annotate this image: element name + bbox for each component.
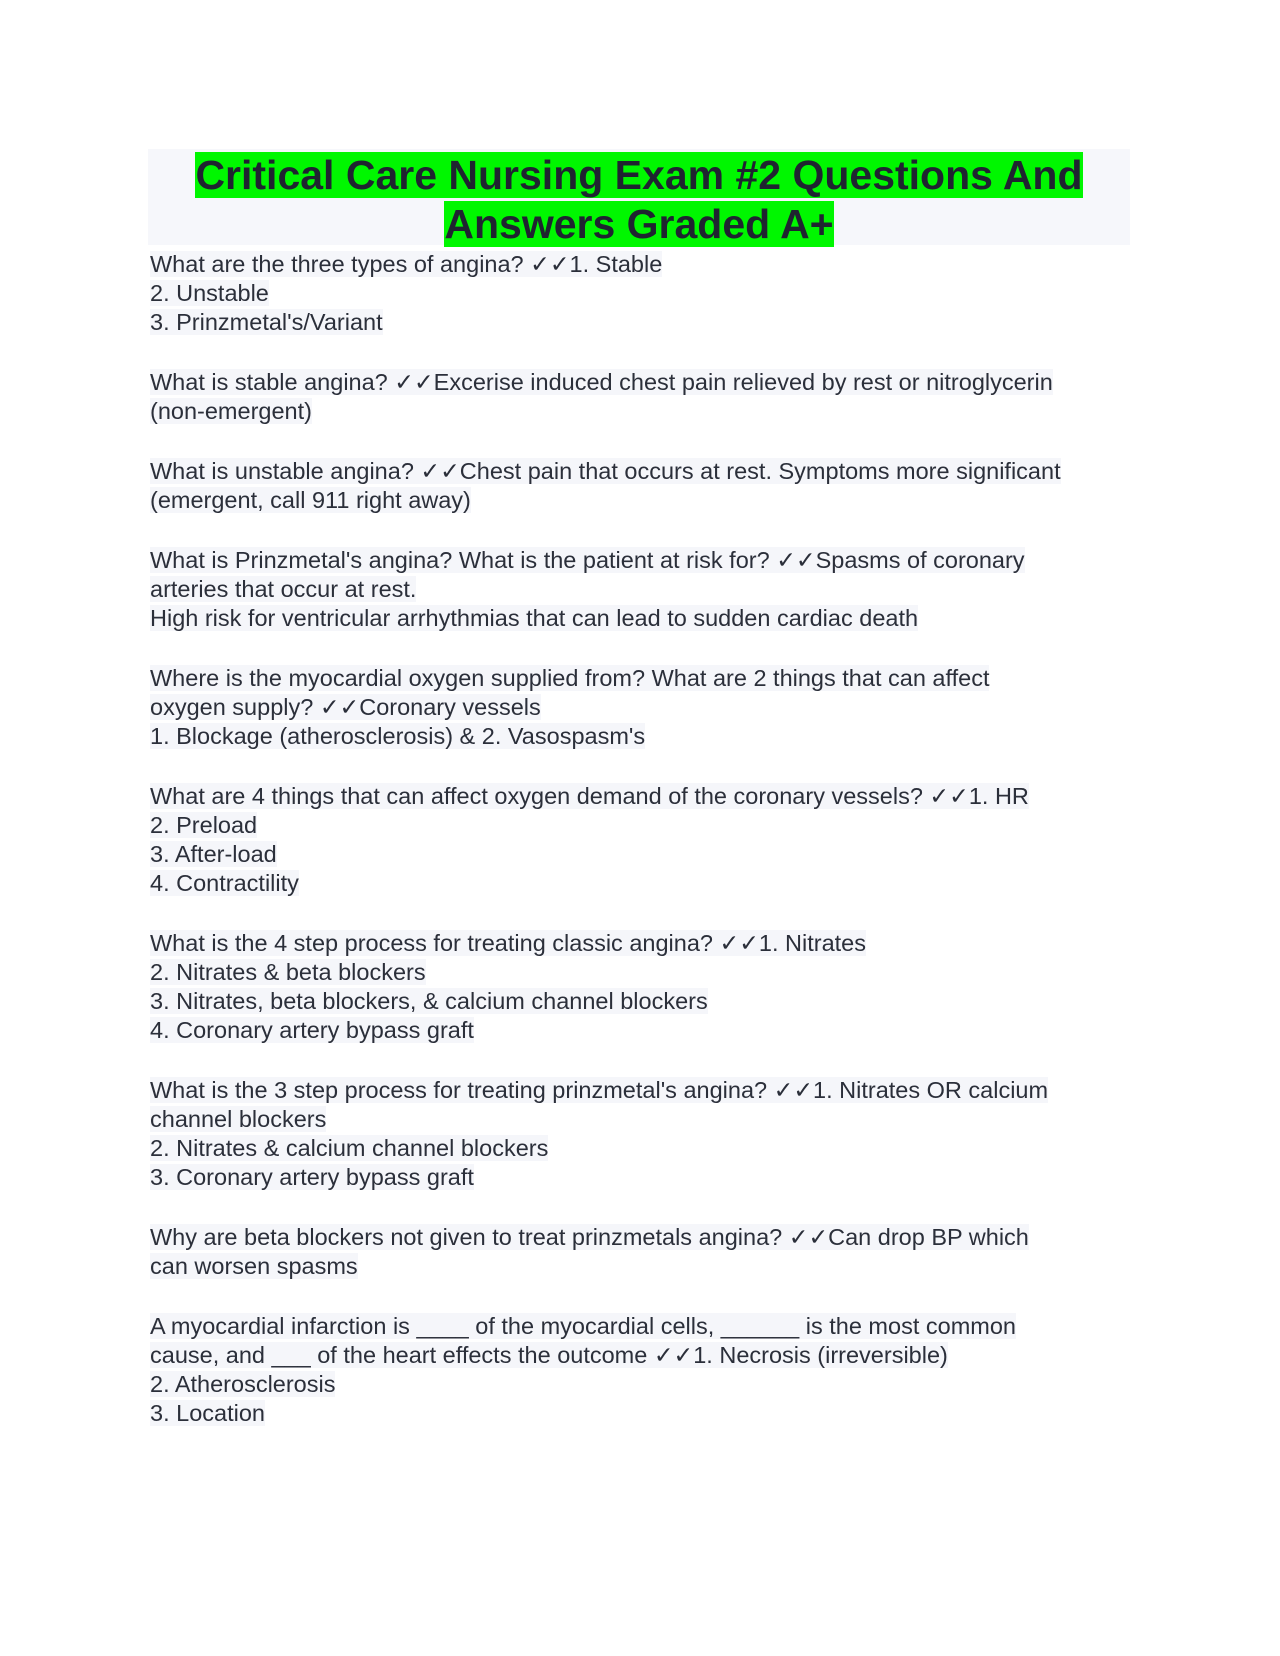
qa-line-text: What is the 4 step process for treating classic angina? ✓✓1. Nitrates [150, 930, 866, 956]
qa-item [150, 457, 1130, 515]
qa-list [150, 250, 1130, 1459]
qa-line [150, 1016, 1130, 1045]
qa-line [150, 279, 1130, 308]
qa-line-text: 2. Unstable [150, 280, 269, 306]
qa-line [150, 664, 1130, 693]
qa-line [150, 397, 1130, 426]
qa-line-text: What is unstable angina? ✓✓Chest pain that occurs at rest. Symptoms more significant [150, 458, 1061, 484]
qa-line [150, 486, 1130, 515]
qa-item [150, 1223, 1130, 1281]
qa-line-text: (emergent, call 911 right away) [150, 487, 471, 513]
qa-line [150, 958, 1130, 987]
qa-line [150, 1341, 1130, 1370]
qa-line-text: 3. Coronary artery bypass graft [150, 1164, 474, 1190]
qa-line-text: 2. Nitrates & calcium channel blockers [150, 1135, 549, 1161]
qa-line [150, 1076, 1130, 1105]
qa-line [150, 693, 1130, 722]
qa-item [150, 664, 1130, 751]
qa-item [150, 1312, 1130, 1428]
qa-line-text: arteries that occur at rest. [150, 576, 417, 602]
qa-item [150, 929, 1130, 1045]
qa-line [150, 457, 1130, 486]
qa-line-text: 3. Prinzmetal's/Variant [150, 309, 383, 335]
qa-line [150, 1134, 1130, 1163]
qa-item [150, 368, 1130, 426]
qa-item [150, 782, 1130, 898]
qa-line [150, 250, 1130, 279]
qa-line-text: Where is the myocardial oxygen supplied from? What are 2 things that can affect [150, 665, 990, 691]
qa-line-text: 2. Nitrates & beta blockers [150, 959, 426, 985]
qa-line-text: (non-emergent) [150, 398, 312, 424]
qa-item [150, 1076, 1130, 1192]
qa-line-text: 2. Atherosclerosis [150, 1371, 336, 1397]
qa-line [150, 1223, 1130, 1252]
qa-line-text: A myocardial infarction is ____ of the myocardial cells, ______ is the most common [150, 1313, 1017, 1339]
qa-line [150, 1105, 1130, 1134]
qa-line-text: 2. Preload [150, 812, 258, 838]
qa-line-text: What are the three types of angina? ✓✓1. Stable [150, 251, 663, 277]
qa-line-text: oxygen supply? ✓✓Coronary vessels [150, 694, 541, 720]
qa-line [150, 869, 1130, 898]
qa-line [150, 604, 1130, 633]
qa-line [150, 840, 1130, 869]
qa-line-text: channel blockers [150, 1106, 327, 1132]
qa-line [150, 722, 1130, 751]
qa-line-text: Why are beta blockers not given to treat prinzmetals angina? ✓✓Can drop BP which [150, 1224, 1029, 1250]
qa-line [150, 1370, 1130, 1399]
title-band [148, 149, 1130, 245]
qa-line-text: 1. Blockage (atherosclerosis) & 2. Vasospasm's [150, 723, 646, 749]
qa-item [150, 546, 1130, 633]
qa-item [150, 250, 1130, 337]
document-title [148, 149, 1130, 249]
qa-line [150, 782, 1130, 811]
qa-line-text: 4. Coronary artery bypass graft [150, 1017, 474, 1043]
qa-line [150, 929, 1130, 958]
qa-line-text: 3. Nitrates, beta blockers, & calcium channel blockers [150, 988, 708, 1014]
qa-line [150, 575, 1130, 604]
qa-line-text: What are 4 things that can affect oxygen demand of the coronary vessels? ✓✓1. HR [150, 783, 1029, 809]
qa-line [150, 1399, 1130, 1428]
title-line-2: Answers Graded A+ [444, 201, 834, 247]
qa-line [150, 308, 1130, 337]
qa-line-text: High risk for ventricular arrhythmias that can lead to sudden cardiac death [150, 605, 919, 631]
qa-line [150, 987, 1130, 1016]
qa-line-text: can worsen spasms [150, 1253, 358, 1279]
qa-line [150, 811, 1130, 840]
qa-line [150, 1163, 1130, 1192]
title-line-1: Critical Care Nursing Exam #2 Questions And [195, 152, 1083, 198]
qa-line [150, 368, 1130, 397]
qa-line [150, 1252, 1130, 1281]
qa-line-text: What is stable angina? ✓✓Excerise induced chest pain relieved by rest or nitroglycerin [150, 369, 1053, 395]
qa-line-text: What is Prinzmetal's angina? What is the patient at risk for? ✓✓Spasms of coronary [150, 547, 1025, 573]
qa-line-text: 4. Contractility [150, 870, 299, 896]
qa-line-text: cause, and ___ of the heart effects the outcome ✓✓1. Necrosis (irreversible) [150, 1342, 948, 1368]
qa-line-text: What is the 3 step process for treating prinzmetal's angina? ✓✓1. Nitrates OR calcium [150, 1077, 1049, 1103]
qa-line [150, 546, 1130, 575]
qa-line [150, 1312, 1130, 1341]
qa-line-text: 3. Location [150, 1400, 265, 1426]
qa-line-text: 3. After-load [150, 841, 277, 867]
